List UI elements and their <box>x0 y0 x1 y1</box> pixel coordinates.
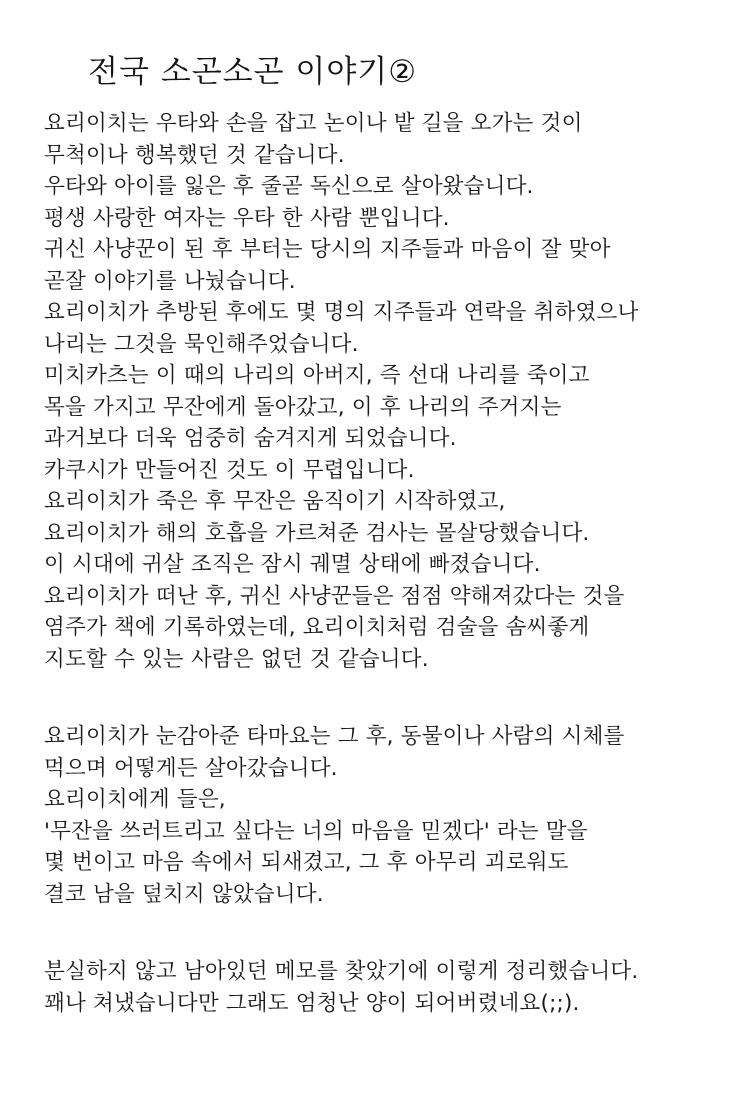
text-line: 요리이치가 죽은 후 무잔은 움직이기 시작하였고, <box>44 489 506 514</box>
text-line: 목을 가지고 무잔에게 돌아갔고, 이 후 나리의 주거지는 <box>44 394 562 420</box>
text-line: 요리이치가 추방된 후에도 몇 명의 지주들과 연락을 취하였으나 <box>44 300 639 325</box>
text-line: 이 시대에 귀살 조직은 잠시 궤멸 상태에 빠졌습니다. <box>44 552 541 577</box>
text-line: 요리이치는 우타와 손을 잡고 논이나 밭 길을 오가는 것이 <box>44 111 583 136</box>
page-title: 전국 소곤소곤 이야기② <box>88 54 418 90</box>
text-line: 나리는 그것을 묵인해주었습니다. <box>44 331 359 357</box>
text-line: 평생 사랑한 여자는 우타 한 사람 뿐입니다. <box>44 205 450 231</box>
text-line: 요리이치가 해의 호흡을 가르쳐준 검사는 몰살당했습니다. <box>44 520 590 546</box>
text-line: 우타와 아이를 잃은 후 줄곧 독신으로 살아왔습니다. <box>44 174 534 199</box>
text-line: 분실하지 않고 남아있던 메모를 찾았기에 이렇게 정리했습니다. <box>44 959 639 984</box>
text-line: 무척이나 행복했던 것 같습니다. <box>44 142 345 168</box>
text-line: 미치카츠는 이 때의 나리의 아버지, 즉 선대 나리를 죽이고 <box>44 363 590 388</box>
text-line: 염주가 책에 기록하였는데, 요리이치처럼 검술을 솜씨좋게 <box>44 615 590 640</box>
text-line: 요리이치에게 들은, <box>44 787 226 812</box>
paragraph-gap <box>44 910 724 956</box>
text-line: 과거보다 더욱 엄중히 숨겨지게 되었습니다. <box>44 426 457 451</box>
text-line: 요리이치가 눈감아준 타마요는 그 후, 동물이나 사람의 시체를 <box>44 724 625 749</box>
text-line: 곧잘 이야기를 나눴습니다. <box>44 268 296 294</box>
paragraph-gap <box>44 675 724 721</box>
document-body <box>44 108 724 1019</box>
text-line: 카쿠시가 만들어진 것도 이 무렵입니다. <box>44 457 415 483</box>
paragraph-1 <box>44 108 724 675</box>
paragraph-2 <box>44 721 724 910</box>
text-line: 꽤나 쳐냈습니다만 그래도 엄청난 양이 되어버렸네요(;;). <box>44 990 580 1016</box>
text-line: '무잔을 쓰러트리고 싶다는 너의 마음을 믿겠다' 라는 말을 <box>44 818 588 844</box>
text-line: 요리이치가 떠난 후, 귀신 사냥꾼들은 점점 약해져갔다는 것을 <box>44 583 625 609</box>
text-line: 결코 남을 덮치지 않았습니다. <box>44 881 324 907</box>
text-line: 귀신 사냥꾼이 된 후 부터는 당시의 지주들과 마음이 잘 맞아 <box>44 237 611 262</box>
paragraph-3 <box>44 956 724 1019</box>
text-line: 먹으며 어떻게든 살아갔습니다. <box>44 755 338 781</box>
text-line: 지도할 수 있는 사람은 없던 것 같습니다. <box>44 646 429 672</box>
text-line: 몇 번이고 마음 속에서 되새겼고, 그 후 아무리 괴로워도 <box>44 850 569 875</box>
